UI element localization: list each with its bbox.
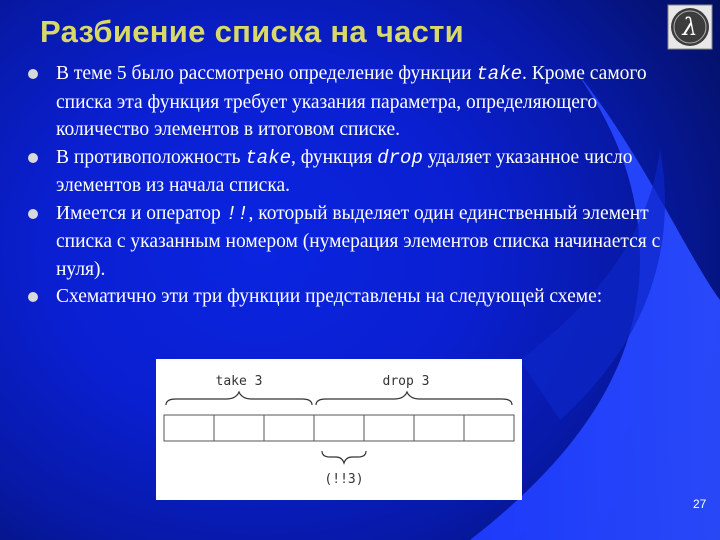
- take-label: take 3: [215, 374, 263, 389]
- list-cells: [164, 415, 514, 441]
- bullet-dot-icon: [28, 153, 38, 163]
- list-cell: [314, 415, 364, 441]
- bullet-list: [28, 60, 688, 311]
- bullet-item: [28, 144, 688, 200]
- code-keyword: !!: [225, 202, 249, 225]
- list-cell: [364, 415, 414, 441]
- bullet-text: . Кроме самого списка эта функция требует указания параметра, определяющего количество элементов в итоговом списке.: [56, 63, 647, 140]
- take-brace: [166, 392, 312, 405]
- list-cell: [464, 415, 514, 441]
- bullet-text: В теме 5 было рассмотрено определение функции: [56, 63, 477, 84]
- drop-brace: [316, 392, 512, 405]
- list-cell: [414, 415, 464, 441]
- bullet-dot-icon: [28, 69, 38, 79]
- bullet-text: В противоположность: [56, 146, 246, 168]
- lambda-logo-icon: [667, 4, 713, 50]
- code-keyword: drop: [377, 146, 423, 169]
- bullet-dot-icon: [28, 209, 38, 219]
- logo-symbol: λ: [682, 13, 698, 41]
- bullet-item: [28, 60, 688, 144]
- list-cell: [214, 415, 264, 441]
- index-label: (!!3): [324, 472, 364, 487]
- bullet-text: , функция: [290, 146, 378, 168]
- bullet-text: , который выделяет один единственный элемент списка с указанным номером (нумерация элементов списка начинается с нуля).: [56, 202, 661, 280]
- page-number: 27: [693, 497, 707, 511]
- bullet-dot-icon: [28, 292, 38, 302]
- slide-title: Разбиение списка на части: [40, 14, 465, 49]
- bullet-text: удаляет указанное число элементов из начала списка.: [56, 146, 633, 196]
- bullet-item: [28, 200, 688, 284]
- bullet-text: Схематично эти три функции представлены на следующей схеме:: [56, 286, 603, 307]
- diagram-svg: [156, 359, 522, 500]
- list-cell: [264, 415, 314, 441]
- bullet-text: Имеется и оператор: [56, 202, 226, 224]
- bullet-item: [28, 283, 688, 311]
- list-cell: [164, 415, 214, 441]
- code-keyword: take: [476, 63, 523, 85]
- list-split-diagram: [156, 359, 522, 500]
- code-keyword: take: [245, 146, 291, 169]
- drop-label: drop 3: [382, 374, 430, 389]
- index-brace: [322, 451, 366, 463]
